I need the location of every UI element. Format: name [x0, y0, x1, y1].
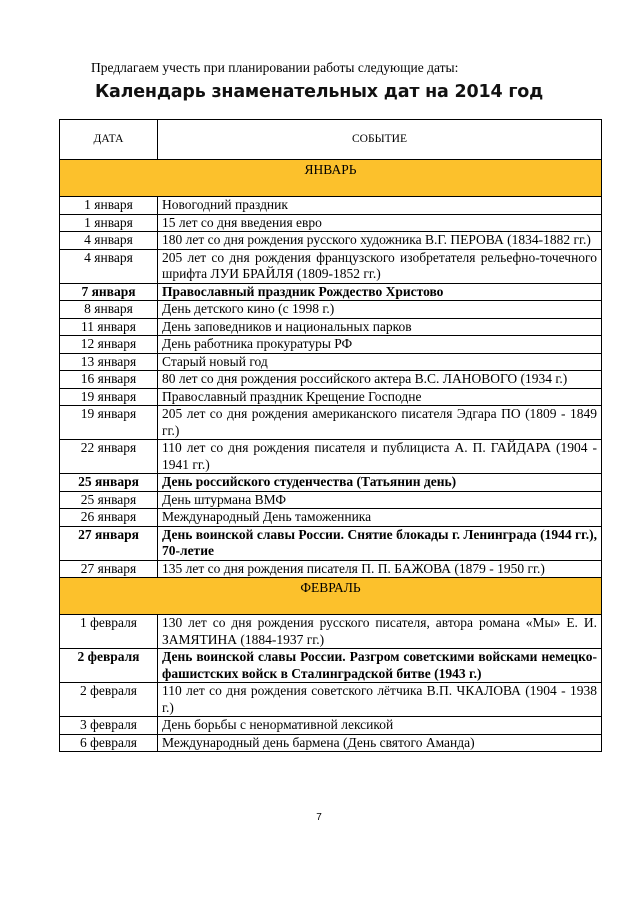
row-event: 110 лет со дня рождения писателя и публициста А. П. ГАЙДАРА (1904 - 1941 гг.) — [158, 440, 602, 474]
row-date: 13 января — [60, 353, 158, 371]
intro-text: Предлагаем учесть при планировании работы следующие даты: — [91, 60, 459, 75]
row-date: 1 января — [60, 214, 158, 232]
row-date: 12 января — [60, 336, 158, 354]
row-event: 180 лет со дня рождения русского художника В.Г. ПЕРОВА (1834-1882 гг.) — [158, 232, 602, 250]
table-row — [60, 283, 602, 301]
row-event: Новогодний праздник — [158, 197, 602, 215]
table-row — [60, 717, 602, 735]
calendar-table — [59, 119, 602, 752]
row-event: Старый новый год — [158, 353, 602, 371]
row-date: 22 января — [60, 440, 158, 474]
table-row — [60, 615, 602, 649]
table-row — [60, 197, 602, 215]
month-name: ЯНВАРЬ — [60, 160, 602, 197]
row-date: 1 февраля — [60, 615, 158, 649]
row-event: 110 лет со дня рождения советского лётчика В.П. ЧКАЛОВА (1904 - 1938 г.) — [158, 683, 602, 717]
row-date: 27 января — [60, 526, 158, 560]
row-event: 130 лет со дня рождения русского писателя, автора романа «Мы» Е. И. ЗАМЯТИНА (1884-1937 гг.) — [158, 615, 602, 649]
row-date: 7 января — [60, 283, 158, 301]
row-date: 8 января — [60, 301, 158, 319]
row-event: Православный праздник Рождество Христово — [158, 283, 602, 301]
table-row — [60, 560, 602, 578]
table-row — [60, 388, 602, 406]
month-header-row — [60, 578, 602, 615]
row-event: День воинской славы России. Снятие блокады г. Ленинграда (1944 гг.), 70-летие — [158, 526, 602, 560]
table-row — [60, 734, 602, 752]
row-event: День работника прокуратуры РФ — [158, 336, 602, 354]
row-event: Международный день бармена (День святого Аманда) — [158, 734, 602, 752]
row-date: 19 января — [60, 406, 158, 440]
table-row — [60, 214, 602, 232]
row-date: 2 февраля — [60, 683, 158, 717]
page-number: 7 — [316, 812, 322, 823]
row-event: Международный День таможенника — [158, 509, 602, 527]
table-row — [60, 509, 602, 527]
header-event: СОБЫТИЕ — [158, 120, 602, 160]
row-event: День детского кино (с 1998 г.) — [158, 301, 602, 319]
table-row — [60, 318, 602, 336]
row-date: 11 января — [60, 318, 158, 336]
page-title: Календарь знаменательных дат на 2014 год — [94, 82, 544, 102]
row-date: 26 января — [60, 509, 158, 527]
row-date: 2 февраля — [60, 649, 158, 683]
row-date: 25 января — [60, 491, 158, 509]
table-row — [60, 353, 602, 371]
row-date: 4 января — [60, 232, 158, 250]
row-event: 205 лет со дня рождения французского изобретателя рельефно-точечного шрифта ЛУИ БРАЙЛЯ (1809-1852 гг.) — [158, 249, 602, 283]
row-event: 80 лет со дня рождения российского актера В.С. ЛАНОВОГО (1934 г.) — [158, 371, 602, 389]
table-row — [60, 526, 602, 560]
row-event: 135 лет со дня рождения писателя П. П. БАЖОВА (1879 - 1950 гг.) — [158, 560, 602, 578]
month-header-row — [60, 160, 602, 197]
table-row — [60, 232, 602, 250]
table-row — [60, 336, 602, 354]
table-row — [60, 406, 602, 440]
table-row — [60, 440, 602, 474]
table-row — [60, 371, 602, 389]
row-event: Православный праздник Крещение Господне — [158, 388, 602, 406]
header-date: ДАТА — [60, 120, 158, 160]
table-row — [60, 249, 602, 283]
row-date: 3 февраля — [60, 717, 158, 735]
row-date: 25 января — [60, 474, 158, 492]
row-event: 205 лет со дня рождения американского писателя Эдгара ПО (1809 - 1849 гг.) — [158, 406, 602, 440]
table-row — [60, 491, 602, 509]
table-header-row — [60, 120, 602, 160]
row-event: День заповедников и национальных парков — [158, 318, 602, 336]
table-row — [60, 301, 602, 319]
row-date: 27 января — [60, 560, 158, 578]
row-date: 1 января — [60, 197, 158, 215]
row-event: День борьбы с ненормативной лексикой — [158, 717, 602, 735]
table-row — [60, 683, 602, 717]
row-date: 16 января — [60, 371, 158, 389]
table-row — [60, 474, 602, 492]
row-event: День штурмана ВМФ — [158, 491, 602, 509]
month-name: ФЕВРАЛЬ — [60, 578, 602, 615]
row-date: 4 января — [60, 249, 158, 283]
table-row — [60, 649, 602, 683]
row-event: День российского студенчества (Татьянин день) — [158, 474, 602, 492]
row-event: 15 лет со дня введения евро — [158, 214, 602, 232]
row-date: 6 февраля — [60, 734, 158, 752]
row-event: День воинской славы России. Разгром советскими войсками немецко-фашистских войск в Сталинградской битве (1943 г.) — [158, 649, 602, 683]
row-date: 19 января — [60, 388, 158, 406]
